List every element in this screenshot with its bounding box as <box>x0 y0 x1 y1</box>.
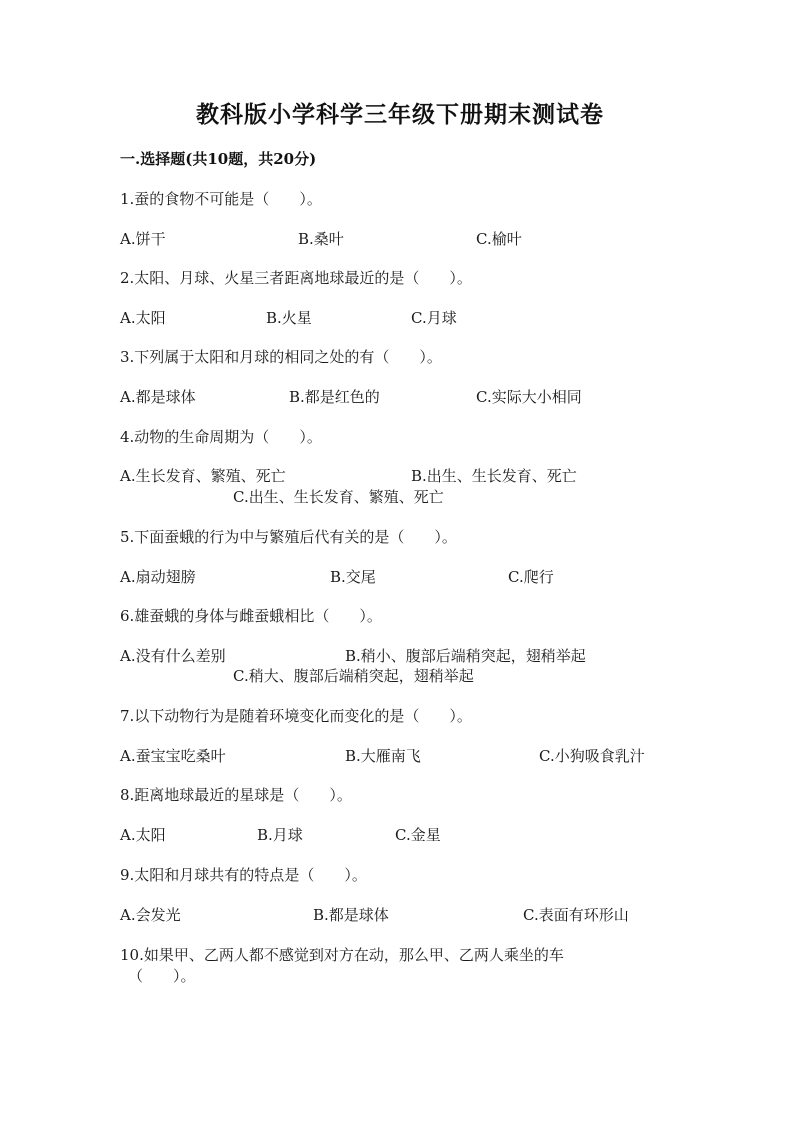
question-6-option-b: B.稍小、腹部后端稍突起，翅稍举起 <box>345 647 586 665</box>
question-6-stem: 6.雄蚕蛾的身体与雌蚕蛾相比（ ）。 <box>120 607 382 625</box>
question-4-option-a: A.生长发育、繁殖、死亡 <box>120 467 286 485</box>
question-10-stem: 10.如果甲、乙两人都不感觉到对方在动，那么甲、乙两人乘坐的车 <box>120 946 564 964</box>
question-2-option-c: C.月球 <box>411 309 457 327</box>
question-5-option-c: C.爬行 <box>508 568 554 586</box>
question-9-stem: 9.太阳和月球共有的特点是（ ）。 <box>120 866 367 884</box>
question-1-option-a: A.饼干 <box>120 230 166 248</box>
question-1-stem: 1.蚕的食物不可能是（ ）。 <box>120 190 322 208</box>
question-3-stem: 3.下列属于太阳和月球的相同之处的有（ ）。 <box>120 348 442 366</box>
question-8-option-b: B.月球 <box>257 826 303 844</box>
question-10-stem-continuation: （ ）。 <box>128 967 196 985</box>
question-1-option-c: C.榆叶 <box>476 230 522 248</box>
question-9-option-c: C.表面有环形山 <box>523 906 629 924</box>
question-6-option-a: A.没有什么差别 <box>120 647 226 665</box>
question-4-option-c: C.出生、生长发育、繁殖、死亡 <box>233 488 444 506</box>
question-1-option-b: B.桑叶 <box>298 230 344 248</box>
question-5-option-b: B.交尾 <box>330 568 376 586</box>
question-2-option-a: A.太阳 <box>120 309 166 327</box>
question-3-option-c: C.实际大小相同 <box>476 388 582 406</box>
question-5-option-a: A.扇动翅膀 <box>120 568 196 586</box>
question-4-stem: 4.动物的生命周期为（ ）。 <box>120 428 322 446</box>
question-8-option-a: A.太阳 <box>120 826 166 844</box>
question-6-option-c: C.稍大、腹部后端稍突起，翅稍举起 <box>233 667 474 685</box>
question-8-option-c: C.金星 <box>395 826 441 844</box>
question-4-option-b: B.出生、生长发育、死亡 <box>411 467 577 485</box>
question-9-option-b: B.都是球体 <box>313 906 389 924</box>
question-7-option-a: A.蚕宝宝吃桑叶 <box>120 747 226 765</box>
exam-title: 教科版小学科学三年级下册期末测试卷 <box>196 101 604 128</box>
question-8-stem: 8.距离地球最近的星球是（ ）。 <box>120 786 352 804</box>
question-7-option-b: B.大雁南飞 <box>345 747 421 765</box>
question-7-stem: 7.以下动物行为是随着环境变化而变化的是（ ）。 <box>120 707 472 725</box>
section-heading: 一.选择题(共10题，共20分) <box>120 150 317 168</box>
question-2-option-b: B.火星 <box>266 309 312 327</box>
question-3-option-b: B.都是红色的 <box>289 388 380 406</box>
question-3-option-a: A.都是球体 <box>120 388 196 406</box>
question-2-stem: 2.太阳、月球、火星三者距离地球最近的是（ ）。 <box>120 269 472 287</box>
question-5-stem: 5.下面蚕蛾的行为中与繁殖后代有关的是（ ）。 <box>120 528 457 546</box>
question-7-option-c: C.小狗吸食乳汁 <box>539 747 645 765</box>
question-9-option-a: A.会发光 <box>120 906 181 924</box>
